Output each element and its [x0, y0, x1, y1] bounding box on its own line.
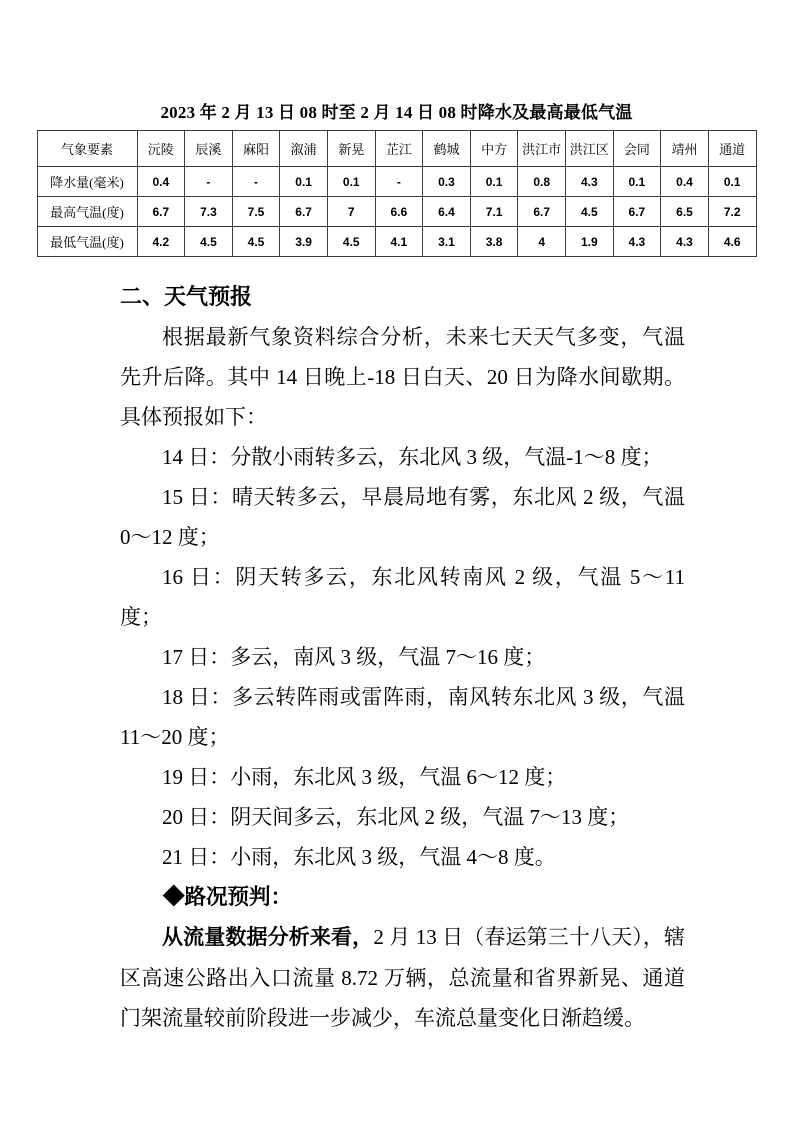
table-cell: 4.1	[375, 227, 423, 257]
table-cell: 4	[518, 227, 566, 257]
table-cell: 0.8	[518, 167, 566, 197]
table-cell: 4.6	[708, 227, 756, 257]
forecast-item: 20 日：阴天间多云，东北风 2 级，气温 7～13 度；	[162, 805, 630, 829]
table-cell: 3.1	[423, 227, 471, 257]
table-cell: 0.4	[661, 167, 709, 197]
table-cell: 6.7	[518, 197, 566, 227]
forecast-intro-paragraph: 根据最新气象资料综合分析，未来七天天气多变，气温先升后降。其中 14 日晚上-18 日白天、20 日为降水间歇期。具体预报如下：	[120, 325, 685, 429]
table-row	[37, 197, 756, 227]
table-row-label: 最高气温(度)	[37, 197, 137, 227]
table-cell: 6.7	[280, 197, 328, 227]
table-cell: -	[232, 167, 280, 197]
table-cell: 4.5	[232, 227, 280, 257]
table-cell: 3.8	[470, 227, 518, 257]
forecast-item: 19 日：小雨，东北风 3 级，气温 6～12 度；	[162, 765, 567, 789]
forecast-item: 17 日：多云，南风 3 级，气温 7～16 度；	[162, 645, 546, 669]
table-header-row	[37, 131, 756, 167]
table-cell: 0.1	[327, 167, 375, 197]
table-cell: 6.7	[137, 197, 185, 227]
table-cell: 4.5	[565, 197, 613, 227]
table-cell: 4.2	[137, 227, 185, 257]
forecast-item: 21 日：小雨，东北风 3 级，气温 4～8 度。	[162, 845, 556, 869]
table-station-header: 靖州	[661, 131, 709, 167]
document-body	[120, 277, 685, 1038]
table-cell: 0.1	[613, 167, 661, 197]
forecast-item: 14 日：分散小雨转多云，东北风 3 级，气温-1～8 度；	[162, 445, 663, 469]
table-station-header: 通道	[708, 131, 756, 167]
road-condition-heading: ◆路况预判：	[163, 885, 293, 909]
table-cell: 7	[327, 197, 375, 227]
table-station-header: 中方	[470, 131, 518, 167]
road-condition-paragraph	[120, 917, 685, 1038]
section-heading-weather-forecast: 二、天气预报	[120, 284, 253, 309]
table-cell: 4.3	[661, 227, 709, 257]
weather-table	[37, 130, 757, 257]
table-cell: 6.6	[375, 197, 423, 227]
table-cell: 0.1	[280, 167, 328, 197]
forecast-item: 15 日：晴天转多云，早晨局地有雾，东北风 2 级，气温 0～12 度；	[120, 485, 685, 549]
table-cell: 0.3	[423, 167, 471, 197]
forecast-item: 18 日：多云转阵雨或雷阵雨，南风转东北风 3 级，气温 11～20 度；	[120, 685, 685, 749]
table-title: 2023 年 2 月 13 日 08 时至 2 月 14 日 08 时降水及最高最低气温	[160, 103, 633, 122]
table-station-header: 麻阳	[232, 131, 280, 167]
table-cell: 4.3	[565, 167, 613, 197]
table-cell: 0.4	[137, 167, 185, 197]
table-station-header: 洪江区	[565, 131, 613, 167]
table-station-header: 新晃	[327, 131, 375, 167]
table-station-header: 洪江市	[518, 131, 566, 167]
forecast-item-list	[120, 437, 685, 877]
table-row-label: 最低气温(度)	[37, 227, 137, 257]
table-cell: 6.5	[661, 197, 709, 227]
table-cell: 3.9	[280, 227, 328, 257]
table-cell: 6.7	[613, 197, 661, 227]
table-cell: 4.3	[613, 227, 661, 257]
road-condition-body: 2 月 13 日（春运第三十八天），辖区高速公路出入口流量 8.72 万辆，总流量和省界新晃、通道门架流量较前阶段进一步减少，车流总量变化日渐趋缓。	[120, 925, 686, 1030]
table-cell: -	[375, 167, 423, 197]
table-station-header: 辰溪	[185, 131, 233, 167]
table-row	[37, 167, 756, 197]
table-cell: 0.1	[470, 167, 518, 197]
forecast-item: 16 日：阴天转多云，东北风转南风 2 级，气温 5～11 度；	[120, 565, 685, 629]
table-row	[37, 227, 756, 257]
table-cell: 4.5	[185, 227, 233, 257]
table-row-label: 降水量(毫米)	[37, 167, 137, 197]
table-cell: 6.4	[423, 197, 471, 227]
table-station-header: 溆浦	[280, 131, 328, 167]
table-station-header: 芷江	[375, 131, 423, 167]
table-station-header: 鹤城	[423, 131, 471, 167]
table-cell: -	[185, 167, 233, 197]
table-cell: 7.3	[185, 197, 233, 227]
road-condition-lead: 从流量数据分析来看，	[162, 926, 374, 949]
table-cell: 7.1	[470, 197, 518, 227]
table-corner-header: 气象要素	[37, 131, 137, 167]
table-cell: 0.1	[708, 167, 756, 197]
table-cell: 7.5	[232, 197, 280, 227]
table-station-header: 会同	[613, 131, 661, 167]
table-cell: 4.5	[327, 227, 375, 257]
table-cell: 1.9	[565, 227, 613, 257]
table-station-header: 沅陵	[137, 131, 185, 167]
table-cell: 7.2	[708, 197, 756, 227]
